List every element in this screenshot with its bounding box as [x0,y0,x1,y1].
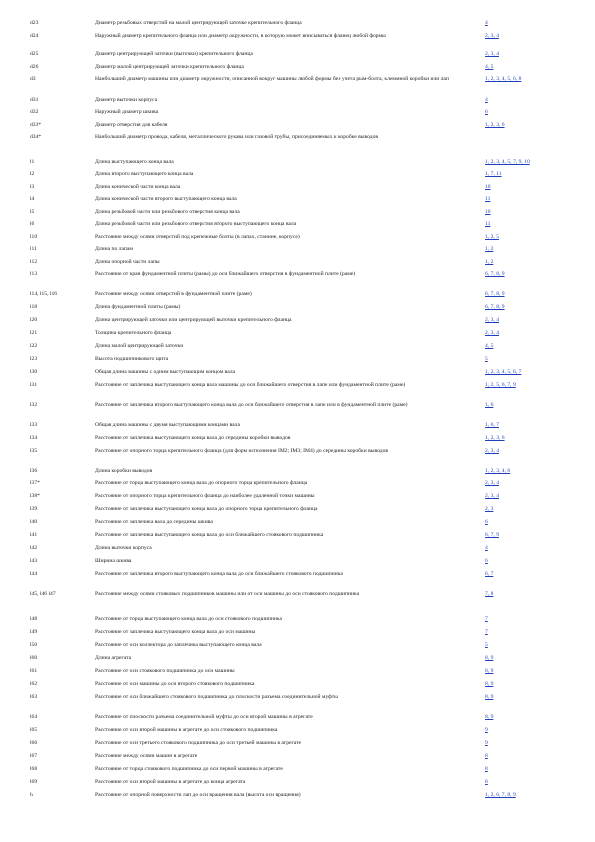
dimension-description: Расстояние от заплечика выступающего конца вала машины до оси ближайшего отверстия в лапе или фундаментной плите (раме) [95,381,406,388]
dimension-symbol: l43 [30,558,38,564]
table-row [30,233,570,246]
figure-reference-links[interactable]: 11 [485,221,491,227]
table-row [30,32,570,51]
figure-reference-links[interactable]: 6 [485,109,488,115]
figure-reference-links[interactable]: 5 [485,355,488,362]
dimension-symbol: l67 [30,753,38,759]
dimension-description: Расстояние от опорного торца крепительного фланца до наиболее удаленной точки машины [95,493,315,499]
table-row [30,196,570,209]
figure-reference-links[interactable]: 1, 2, 3, 6 [485,121,505,128]
dimension-description: Длина агрегата [95,655,132,661]
dimension-description: Длина выступающего конца вала [95,158,174,165]
dimension-symbol: l14, l15, l16 [30,290,58,297]
dimension-description: Расстояние от торца выступающего конца вала до оси стоякового подшипника [95,616,283,622]
figure-reference-links[interactable]: 6, 7, 8, 9 [485,290,505,297]
dimension-symbol: l41 [30,532,38,538]
dimension-description: Общая длина машины с двумя выступающими концами вала [95,421,240,428]
dimension-symbol: d34* [30,134,42,140]
figure-reference-links[interactable]: 2, 3, 4 [485,493,499,499]
dimension-symbol: l21 [30,329,38,336]
dimension-symbol: l31 [30,381,38,388]
dimension-description: Расстояние от оси второй машины в агрегате до оси стоякового подшипника [95,727,278,733]
table-row [30,506,570,519]
table-row [30,532,570,545]
dimension-description: Длина резьбовой части или резьбового отверстия конца вала [95,208,240,215]
dimension-symbol: l44 [30,571,38,577]
dimension-description: Диаметр отверстия для кабеля [95,121,168,128]
dimension-symbol: l39 [30,506,38,512]
table-row [30,342,570,355]
table-row [30,381,570,401]
dimension-description: Расстояние от торца стоякового подшипника до оси первой машины в агрегате [95,766,283,772]
dimension-description: Расстояние от оси стоякового подшипника до оси машины [95,668,235,674]
table-row [30,571,570,591]
figure-reference-links[interactable]: 1, 2, 3, 4, 5, 7, 9, 10 [485,158,530,165]
dimension-symbol: l37* [30,480,40,486]
table-row [30,740,570,753]
figure-reference-links[interactable]: 1, 2 [485,258,494,265]
table-row [30,727,570,740]
dimension-symbol: l61 [30,668,38,674]
dimension-description: Расстояние между осями отверстий под крепежные болты (в лапах, станине, корпусе) [95,233,300,240]
dimension-description: Расстояние от заплечика выступающего конца вала до середины коробки выводов [95,434,291,441]
dimension-symbol: l32 [30,401,38,408]
figure-reference-links[interactable]: 2, 3, 4 [485,316,499,323]
dimension-symbol: l1 [30,158,35,165]
dimension-symbol: l30 [30,368,38,375]
figure-reference-links[interactable]: 6, 7, 8, 9 [485,271,505,277]
figure-reference-links[interactable]: 1, 7, 11 [485,171,502,177]
dimension-description: Высота подшипникового щита [95,355,169,362]
dimension-description: Расстояние от опорной поверхности лап до оси вращения вала (высота оси вращения) [95,792,301,798]
table-row [30,355,570,368]
dimension-description: Длина второго выступающего конца вала [95,171,194,177]
dimension-description: Длина конической части конца вала [95,183,181,190]
dimension-symbol: l12 [30,258,38,265]
table-row [30,668,570,681]
table-row [30,76,570,97]
dimension-description: Длина выточки корпуса [95,545,152,551]
dimension-description: Длина центрирующей заточки или центрирующей выточки крепительного фланца [95,316,292,323]
dimension-symbol: l66 [30,740,38,746]
dimension-description: Длина опорной части лапы [95,258,160,265]
dimension-description: Диаметр выточки корпуса [95,96,158,103]
table-row [30,183,570,196]
table-row [30,158,570,171]
dimension-description: Наибольший диаметр машины или диаметр окружности, описанной вокруг машины любой формы без учета рым-болта, клеммной коробки или лап [95,76,449,82]
table-row [30,792,570,805]
table-row [30,246,570,259]
figure-reference-links[interactable]: 1, 2, 3, 4, 5, 6, 7 [485,368,522,375]
table-row [30,434,570,447]
figure-reference-links[interactable]: 1, 2, 5 [485,233,499,240]
dimension-symbol: l36 [30,467,38,474]
table-row [30,221,570,234]
dimension-symbol: d25 [30,51,39,57]
dimension-symbol: l65 [30,727,38,733]
dimension-symbol: l69 [30,779,38,785]
figure-reference-links[interactable]: 5 [485,642,488,648]
dimension-symbol: l13 [30,271,38,277]
figure-reference-links[interactable]: 6 [485,519,488,525]
table-row [30,303,570,316]
dimension-description: Расстояние от оси третьего стоякового подшипника до оси третьей машины в агрегате [95,740,302,746]
figure-reference-links[interactable]: 1, 6 [485,401,494,408]
figure-reference-links[interactable]: 1, 2, 3, 4, 5, 6, 8 [485,76,522,82]
table-row [30,655,570,668]
table-row [30,316,570,329]
table-row [30,558,570,571]
figure-reference-links[interactable]: 4 [485,19,488,26]
figure-reference-links[interactable]: 4, 5 [485,342,494,349]
figure-reference-links[interactable]: 4 [485,545,488,551]
table-row [30,401,570,421]
dimension-symbol: l35 [30,447,38,454]
dimension-description: Расстояние от заплечика второго выступающего конца вала до оси ближайшего отверстия в лапе или в фундаментной плите (раме) [95,401,408,408]
figure-reference-links[interactable] [485,134,570,159]
dimension-symbol: l11 [30,246,37,252]
dimension-description: Длина коробки выводов [95,467,153,474]
dimension-description: Длина фундаментной плиты (рамы) [95,303,181,310]
dimension-description: Общая длина машины с одним выступающим концом вала [95,368,236,375]
dimension-symbol: l23 [30,355,38,362]
figure-reference-links[interactable]: 10 [485,208,491,215]
dimension-description: Расстояние от заплечика выступающего конца вала до оси машины [95,629,256,635]
dimension-symbol: d26 [30,63,39,70]
figure-reference-links[interactable]: 7, 8 [485,591,494,597]
dimension-description: Длина конической части второго выступающего конца вала [95,196,237,202]
table-row [30,629,570,642]
figure-reference-links[interactable]: 8 [485,753,488,759]
dimension-symbol: l68 [30,766,38,772]
dimension-symbol: l49 [30,629,38,635]
figure-reference-links[interactable]: 1, 6, 7 [485,421,499,428]
dimension-symbol: l20 [30,316,38,323]
table-row [30,714,570,727]
dimension-symbol: l50 [30,642,38,648]
dimension-symbol: l38* [30,493,40,499]
figure-reference-links[interactable]: 10 [485,183,491,190]
dimension-description: Расстояние от заплечика вала до середины шкива [95,519,213,525]
dimension-description: Длина резьбовой части или резьбового отверстия второго выступающего конца вала [95,221,297,227]
figure-reference-links[interactable]: 8, 9 [485,714,494,720]
dimension-symbol: d24 [30,32,39,39]
dimension-symbol: l48 [30,616,38,622]
dimension-description: Толщина крепительного фланца [95,329,172,336]
figure-reference-links[interactable]: 2, 3, 4 [485,480,499,486]
dimension-symbol: l22 [30,342,38,349]
table-row [30,616,570,629]
dimension-symbol: l2 [30,171,35,177]
figure-reference-links[interactable]: 2, 3 [485,506,494,512]
figure-reference-links[interactable]: 2, 3, 4 [485,329,499,336]
figure-reference-links[interactable]: 8 [485,779,488,785]
dimension-description: Расстояние от плоскости разъема соединительной муфты до оси второй машины в агрегате [95,714,313,720]
table-row [30,19,570,32]
dimension-symbol: l33 [30,421,38,428]
figure-reference-links[interactable]: 4, 5 [485,63,494,70]
table-row [30,208,570,221]
table-row [30,121,570,134]
dimension-description: Наружный диаметр крепительного фланца или диаметр окружности, в которую может вписываться фланец любой формы [95,32,386,39]
dimension-description: Расстояние от оси коллектора до заплечика выступающего конца вала [95,642,262,648]
figure-reference-links[interactable]: 2, 3, 4 [485,51,499,57]
dimension-description: Длина по лапам [95,246,133,252]
dimension-symbol: l64 [30,714,38,720]
dimension-symbol: d33* [30,121,42,128]
table-row [30,171,570,184]
dimension-symbol: l40 [30,519,38,525]
table-row [30,96,570,109]
table-row [30,493,570,506]
table-row [30,109,570,122]
dimension-description: Расстояние от оси ближайшего стоякового подшипника до плоскости разъема соединительной муфты [95,694,338,700]
dimension-symbol: l3 [30,183,35,190]
dimension-description: Диаметр малой центрирующей заточки крепительного фланца [95,63,244,70]
table-row [30,591,570,616]
dimension-symbol: l6 [30,221,35,227]
dimension-description: Расстояние от заплечика выступающего конца вала до оси ближайшего стоякового подшипника [95,532,324,538]
figure-reference-links[interactable]: 7 [485,616,488,622]
dimension-symbol: l10 [30,233,38,240]
dimension-description: Расстояние от опорного торца крепительного фланца (для форм исполнения IM2; IM3; IM4) до середины коробки выводов [95,447,389,454]
table-row [30,134,570,159]
figure-reference-links[interactable]: 4 [485,96,488,103]
dimension-description: Расстояние от оси машины до оси второго стоякового подшипника [95,681,255,687]
table-row [30,642,570,655]
table-row [30,681,570,694]
table-row [30,766,570,779]
figure-reference-links[interactable]: 1, 2, 5, 6, 7, 9 [485,381,516,388]
table-row [30,447,570,467]
figure-reference-links[interactable]: 9 [485,740,488,746]
table-row [30,694,570,714]
figure-reference-links[interactable]: 1, 2, 3, 4, 6 [485,467,511,474]
dimension-symbol: d3 [30,76,36,82]
dimension-symbol: l62 [30,681,38,687]
table-row [30,290,570,303]
dimension-symbol: d23 [30,19,39,26]
figure-reference-links[interactable]: 7 [485,629,488,635]
dimension-designations-table [30,19,570,805]
dimension-symbol: l60 [30,655,38,661]
dimension-description: Наружный диаметр шкива [95,109,159,115]
figure-reference-links[interactable]: 8 [485,766,488,772]
dimension-symbol: d32 [30,109,39,115]
dimension-symbol: h [30,792,33,798]
table-row [30,779,570,792]
table-row [30,258,570,271]
dimension-description: Расстояние от заплечика второго выступающего конца вала до оси ближайшего стоякового подшипника [95,571,343,577]
table-row [30,519,570,532]
table-row [30,63,570,76]
dimension-description: Расстояние между осями отверстий в фундаментной плите (раме) [95,290,252,297]
table-row [30,753,570,766]
dimension-description: Длина малой центрирующей заточки [95,342,184,349]
figure-reference-links[interactable]: 6 [485,558,488,564]
figure-reference-links[interactable]: 1, 2 [485,246,494,252]
figure-reference-links[interactable]: 11 [485,196,491,202]
figure-reference-links[interactable]: 8, 9 [485,681,494,687]
dimension-description: Диаметр резьбовых отверстий на малой центрирующей заточке крепительного фланца [95,19,302,26]
figure-reference-links[interactable]: 1, 2, 6, 7, 8, 9 [485,792,516,798]
figure-reference-links[interactable]: 8, 9 [485,655,494,661]
dimension-symbol: l63 [30,694,38,700]
dimension-description: Диаметр центрирующей заточки (выточки) крепительного фланца [95,51,253,57]
table-row [30,421,570,434]
figure-reference-links[interactable]: 9 [485,727,488,733]
table-row [30,51,570,64]
dimension-symbol: d31 [30,96,39,103]
dimension-symbol: l45, l46 l47 [30,591,56,597]
dimension-description: Ширина шкива [95,558,132,564]
figure-reference-links[interactable]: 6, 7, 9 [485,532,499,538]
figure-reference-links[interactable]: 6, 7 [485,571,494,577]
table-body [30,19,570,805]
dimension-description: Расстояние между осями машин в агрегате [95,753,198,759]
table-row [30,368,570,381]
figure-reference-links[interactable]: 8, 9 [485,668,494,674]
dimension-description: Расстояние от торца выступающего конца вала до опорного торца крепительного фланца [95,480,308,486]
dimension-symbol: l34 [30,434,38,441]
figure-reference-links[interactable]: 6, 7, 8, 9 [485,303,505,310]
dimension-symbol: l42 [30,545,38,551]
dimension-description: Расстояние от заплечика выступающего конца вала до опорного торца крепительного фланца [95,506,318,512]
dimension-description: Расстояние между осями стояковых подшипников машины или от оси машины до оси стоякового подшипника [95,591,360,597]
figure-reference-links[interactable]: 8, 9 [485,694,494,700]
table-row [30,329,570,342]
table-row [30,271,570,291]
dimension-description: Расстояние от края фундаментной плиты (рамы) до оси ближайшего отверстия в фундаментной плите (раме) [95,271,356,277]
figure-reference-links[interactable]: 2, 3, 4 [485,32,499,39]
dimension-description: Расстояние от оси второй машины в агрегате до конца агрегата [95,779,246,785]
dimension-symbol: l18 [30,303,38,310]
dimension-symbol: l5 [30,208,35,215]
figure-reference-links[interactable]: 2, 3, 4 [485,447,499,454]
dimension-description: Наибольший диаметр провода, кабеля, металлического рукава или газовой трубы, присоединяемых к коробке выводов [95,134,379,140]
table-row [30,545,570,558]
figure-reference-links[interactable]: 1, 2, 3, 6 [485,434,505,441]
table-row [30,467,570,480]
dimension-symbol: l4 [30,196,35,202]
table-row [30,480,570,493]
